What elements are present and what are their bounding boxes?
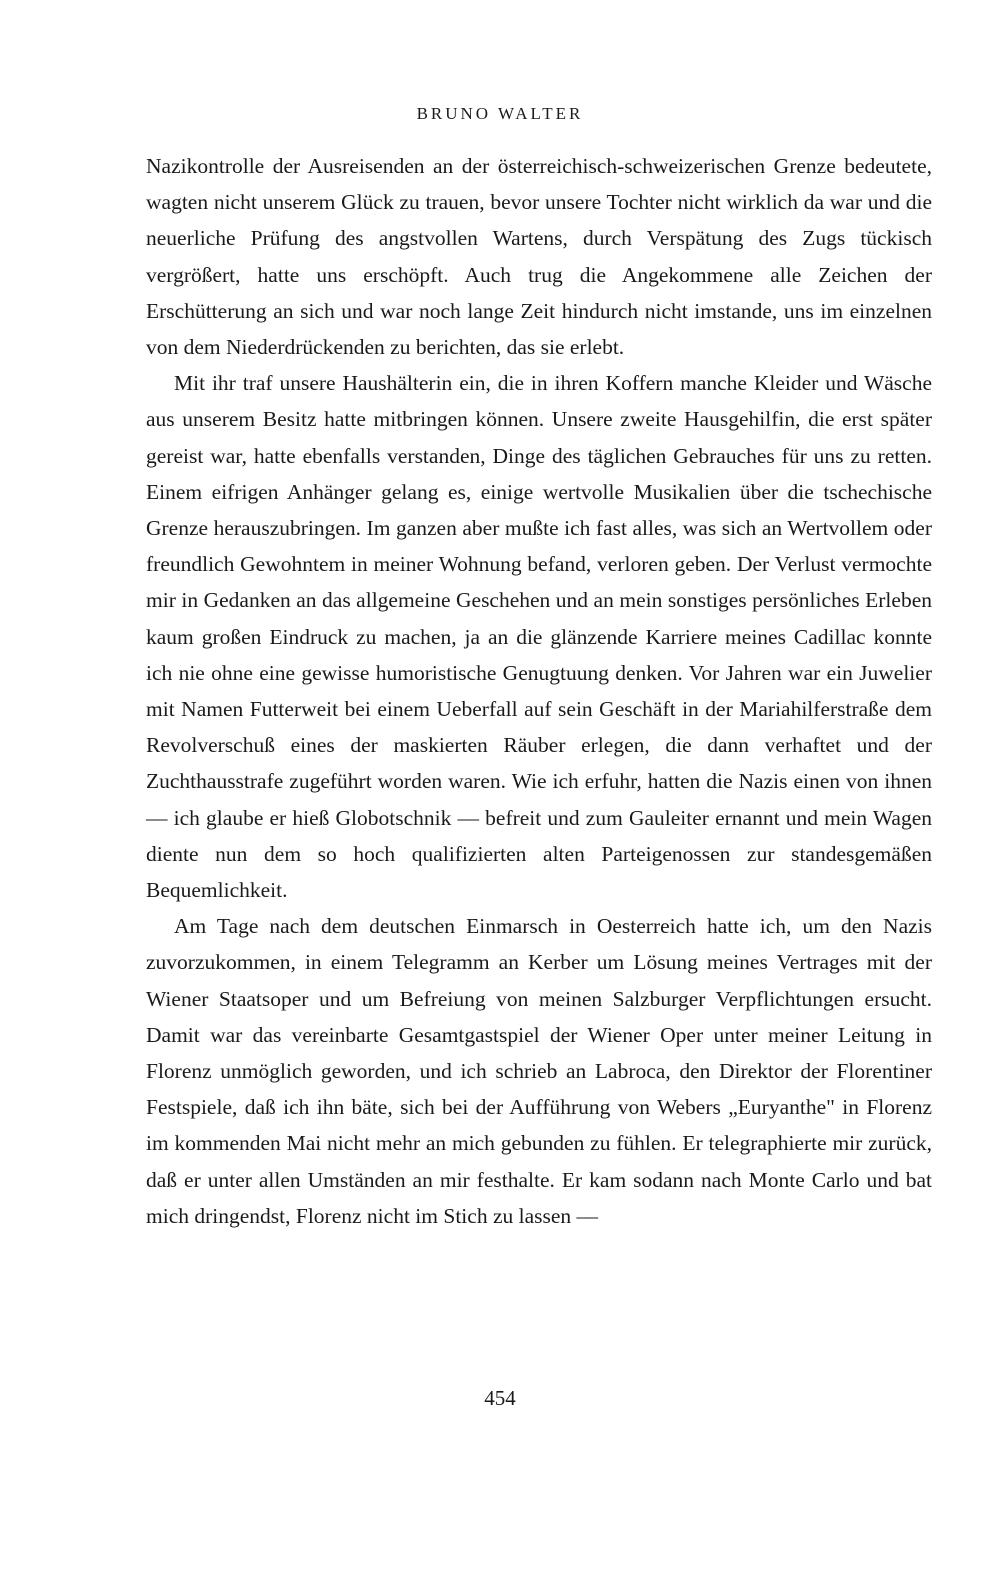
paragraph-continued: Nazikontrolle der Ausreisenden an der österreichisch-schweizerischen Grenze bedeutete, wagten nicht unserem Glück zu trauen, bevor unsere Tochter nicht wirklich da war und die neuerliche Prüfung des angstvollen Wartens, durch Verspätung des Zugs tückisch vergrößert, hatte uns erschöpft. Auch trug die Angekommene alle Zeichen der Erschütterung an sich und war noch lange Zeit hindurch nicht imstande, uns im einzelnen von dem Niederdrückenden zu berichten, das sie erlebt. <box>146 154 932 360</box>
paragraph-household: Mit ihr traf unsere Haushälterin ein, die in ihren Koffern manche Kleider und Wäsche aus unserem Besitz hatte mitbringen können. Unsere zweite Hausgehilfin, die erst später gereist war, hatte ebenfalls verstanden, Dinge des täglichen Gebrauches für uns zu retten. Einem eifrigen Anhänger gelang es, einige wertvolle Musikalien über die tschechische Grenze herauszubringen. Im ganzen aber mußte ich fast alles, was sich an Wertvollem oder freundlich Gewohntem in meiner Wohnung befand, verloren geben. Der Verlust vermochte mir in Gedanken an das allgemeine Geschehen und an mein sonstiges persönliches Erleben kaum großen Eindruck zu machen, ja an die glänzende Karriere meines Cadillac konnte ich nie ohne eine gewisse humoristische Genugtuung denken. Vor Jahren war ein Juwelier mit Namen Futterweit bei einem Ueberfall auf sein Geschäft in der Mariahilferstraße dem Revolverschuß eines der maskierten Räuber erlegen, die dann verhaftet und der Zuchthausstrafe zugeführt worden waren. Wie ich erfuhr, hatten die Nazis einen von ihnen — ich glaube er hieß Globotschnik — befreit und zum Gauleiter ernannt und mein Wagen diente nun dem so hoch qualifizierten alten Parteigenossen zur standesgemäßen Bequemlichkeit. <box>146 371 932 903</box>
page-number: 454 <box>484 1386 516 1410</box>
paragraph-florence: Am Tage nach dem deutschen Einmarsch in Oesterreich hatte ich, um den Nazis zuvorzukommen, in einem Telegramm an Kerber um Lösung meines Vertrages mit der Wiener Staatsoper und um Befreiung von meinen Salzburger Verpflichtungen ersucht. Damit war das vereinbarte Gesamtgastspiel der Wiener Oper unter meiner Leitung in Florenz unmöglich geworden, und ich schrieb an Labroca, den Direktor der Florentiner Festspiele, daß ich ihn bäte, sich bei der Aufführung von Webers „Euryanthe" in Florenz im kommenden Mai nicht mehr an mich gebunden zu fühlen. Er telegraphierte mir zurück, daß er unter allen Umständen an mir festhalte. Er kam sodann nach Monte Carlo und bat mich dringendst, Florenz nicht im Stich zu lassen — <box>146 914 932 1228</box>
running-head: BRUNO WALTER <box>416 104 584 123</box>
body-text <box>146 148 932 1234</box>
